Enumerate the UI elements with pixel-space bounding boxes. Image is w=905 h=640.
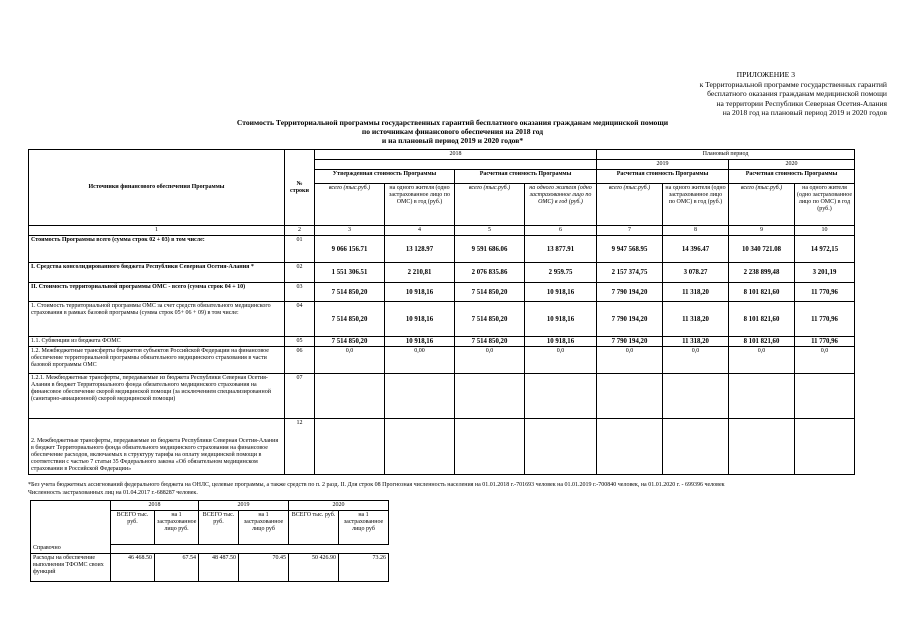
per-person-header: на одного жителя (одно застрахованное лицо по ОМС) в год (руб.): [525, 184, 597, 226]
total-header: всего (тыс.руб.): [455, 184, 525, 226]
value-cell: 0,0: [597, 347, 663, 374]
planned-period-header: Плановый период: [597, 150, 855, 160]
value-cell: 10 918,16: [525, 283, 597, 302]
ref-value: 67.54: [155, 553, 199, 581]
footnote-line: *Без учета бюджетных ассигнований федерального бюджета на ОНЛС, целевые программы, а также средств по п. 2 разд. II. Для строк 08 Прогнозная численность населения на 01.01.2018 г.-701693 человек на 01.01.2019 г.-700840 человек, на 01.01.2020 г. - 699396 человек: [28, 482, 725, 488]
value-cell: 7 514 850,20: [315, 283, 385, 302]
cost-table: [28, 149, 855, 475]
reference-table: [30, 500, 389, 582]
table-row: [29, 263, 855, 283]
row-number: 04: [285, 302, 315, 337]
ref-per-one-header: на 1 застрахованное лицо руб: [339, 511, 389, 545]
per-person-header: на одного жителя (одно застрахованное лицо по ОМС) в год (руб.): [795, 184, 855, 226]
row-label: 1.2.1. Межбюджетные трансферты, передаваемые из бюджета Республики Северная Осетия-Алания в бюджет Территориального фонда обязательного медицинского страхования на финансовое обеспечение скорой медицинской помощи (за исключением специализированной (санитарно-авиационной) скорой медицинской помощи): [29, 374, 285, 419]
value-cell: 2 076 835.86: [455, 263, 525, 283]
value-cell: 10 918,16: [385, 337, 455, 347]
row-number-header: № строки: [285, 150, 315, 226]
annex-line: бесплатного оказания гражданам медицинской помощи: [707, 89, 887, 99]
value-cell: 7 790 194,20: [597, 337, 663, 347]
ref-value: 50 426.90: [289, 553, 339, 581]
value-cell: 7 790 194,20: [597, 283, 663, 302]
value-cell: 10 918,16: [525, 302, 597, 337]
source-header: Источники финансового обеспечения Программы: [29, 150, 285, 226]
col-number: 3: [315, 226, 385, 236]
value-cell: 7 790 194,20: [597, 302, 663, 337]
ref-value: 48 487.50: [199, 553, 239, 581]
table-row: [29, 236, 855, 263]
approved-cost-header: Утвержденная стоимость Программы: [315, 170, 455, 184]
table-row: [29, 419, 855, 475]
table-row: [29, 302, 855, 337]
col-number: 5: [455, 226, 525, 236]
value-cell: 7 514 850,20: [315, 337, 385, 347]
row-number: 05: [285, 337, 315, 347]
value-cell: 2 238 899,48: [729, 263, 795, 283]
value-cell: 1 551 306.51: [315, 263, 385, 283]
col-number: 8: [663, 226, 729, 236]
value-cell: 14 396.47: [663, 236, 729, 263]
value-cell: 13 877.91: [525, 236, 597, 263]
col-number: 6: [525, 226, 597, 236]
row-label: 1.1. Субвенции из бюджета ФОМС: [29, 337, 285, 347]
value-cell: 0,0: [663, 347, 729, 374]
value-cell: 8 101 821,60: [729, 337, 795, 347]
value-cell: 2 157 374,75: [597, 263, 663, 283]
ref-total-header: ВСЕГО тыс. руб.: [111, 511, 155, 545]
value-cell: 0,0: [729, 347, 795, 374]
annex-header: [467, 70, 887, 118]
value-cell: 8 101 821,60: [729, 283, 795, 302]
value-cell: 10 918,16: [525, 337, 597, 347]
year-2018-header: 2018: [315, 150, 597, 160]
table-row: [29, 283, 855, 302]
ref-value: 46 468.50: [111, 553, 155, 581]
value-cell: 7 514 850,20: [455, 283, 525, 302]
total-header: всего (тыс.руб.): [315, 184, 385, 226]
row-number: 12: [285, 419, 315, 475]
col-number: 1: [29, 226, 285, 236]
annex-line: на территории Республики Северная Осетия-Алания: [716, 98, 887, 108]
row-label: 2. Межбюджетные трансферты, передаваемые из бюджета Республики Северная Осетия-Алания в бюджет Территориального фонда обязательного медицинского страхования на финансовое обеспечение расходов, включаемых в структуру тарифа на оплату медицинской помощи в соответствии с частью 7 статьи 35 Федерального закона «Об обязательном медицинском страховании в Российской Федерации»: [29, 419, 285, 475]
row-number: 07: [285, 374, 315, 419]
calc-cost-header: Расчетная стоимость Программы: [455, 170, 597, 184]
row-number: 06: [285, 347, 315, 374]
value-cell: 11 318,20: [663, 302, 729, 337]
value-cell: 9 947 568.95: [597, 236, 663, 263]
table-row: [31, 553, 389, 581]
row-label: II. Стоимость территориальной программы ОМС - всего (сумма строк 04 + 10): [29, 283, 285, 302]
footnote: [28, 482, 888, 497]
value-cell: 11 770,96: [795, 337, 855, 347]
row-number: 02: [285, 263, 315, 283]
value-cell: 7 514 850,20: [455, 337, 525, 347]
annex-line: на 2018 год на плановый период 2019 и 2020 годов: [722, 108, 887, 118]
document-title: [0, 118, 905, 145]
value-cell: 10 918,16: [385, 283, 455, 302]
value-cell: 10 918,16: [385, 302, 455, 337]
value-cell: 2 210,81: [385, 263, 455, 283]
row-label: Стоимость Программы всего (сумма строк 02 + 03) в том числе:: [29, 236, 285, 263]
value-cell: 3 078.27: [663, 263, 729, 283]
total-header: всего (тыс.руб.): [729, 184, 795, 226]
ref-year-2019: 2019: [199, 501, 289, 511]
ref-caption: Справочно: [31, 545, 111, 554]
value-cell: 11 318,20: [663, 337, 729, 347]
value-cell: 7 514 850,20: [315, 302, 385, 337]
value-cell: 13 128.97: [385, 236, 455, 263]
table-row: [29, 374, 855, 419]
row-label: 1. Стоимость территориальной программы ОМС за счет средств обязательного медицинского страхования в рамках базовой программы (сумма строк 05+ 06 + 09) в том числе:: [29, 302, 285, 337]
value-cell: 11 318,20: [663, 283, 729, 302]
annex-title: ПРИЛОЖЕНИЕ 3: [736, 70, 795, 79]
per-person-header: на одного жителя (одно застрахованное лицо по ОМС) в год (руб.): [663, 184, 729, 226]
col-number: 2: [285, 226, 315, 236]
value-cell: 11 770,96: [795, 302, 855, 337]
calc-cost-2019-header: Расчетная стоимость Программы: [597, 170, 729, 184]
annex-line: к Территориальной программе государственных гарантий: [699, 79, 887, 89]
per-person-header: на одного жителя (одно застрахованное лицо по ОМС) в год (руб.): [385, 184, 455, 226]
row-number: 03: [285, 283, 315, 302]
value-cell: 7 514 850,20: [455, 302, 525, 337]
year-2019-header: 2019: [597, 160, 729, 170]
value-cell: 0,0: [795, 347, 855, 374]
year-2020-header: 2020: [729, 160, 855, 170]
ref-per-one-header: на 1 застрахованное лицо руб: [239, 511, 289, 545]
ref-total-header: ВСЕГО тыс. руб.: [199, 511, 239, 545]
title-line: Стоимость Территориальной программы государственных гарантий бесплатного оказания гражданам медицинской помощи: [236, 118, 669, 127]
value-cell: 0,00: [385, 347, 455, 374]
table-row: [29, 337, 855, 347]
col-number: 4: [385, 226, 455, 236]
value-cell: 10 340 721.08: [729, 236, 795, 263]
ref-value: 73.26: [339, 553, 389, 581]
row-number: 01: [285, 236, 315, 263]
ref-total-header: ВСЕГО тыс. руб.: [289, 511, 339, 545]
ref-per-one-header: на 1 застрахованное лицо руб.: [155, 511, 199, 545]
col-number: 10: [795, 226, 855, 236]
value-cell: 8 101 821,60: [729, 302, 795, 337]
value-cell: 0,0: [525, 347, 597, 374]
value-cell: 0,0: [455, 347, 525, 374]
ref-value: 70.45: [239, 553, 289, 581]
ref-year-2020: 2020: [289, 501, 389, 511]
value-cell: 2 959.75: [525, 263, 597, 283]
value-cell: 14 972,15: [795, 236, 855, 263]
ref-year-2018: 2018: [111, 501, 199, 511]
footnote-line: Численность застрахованных лиц на 01.04.2017 г.-688287 человек.: [28, 489, 198, 496]
col-number: 7: [597, 226, 663, 236]
row-label: 1.2. Межбюджетные трансферты бюджетов субъектов Российской Федерации на финансовое обеспечение территориальной программы обязательного медицинского страхования в части базовой программы ОМС: [29, 347, 285, 374]
title-line: по источникам финансового обеспечения на 2018 год: [361, 127, 544, 136]
title-line: и на плановый период 2019 и 2020 годов*: [381, 136, 524, 145]
value-cell: 3 201,19: [795, 263, 855, 283]
calc-cost-2020-header: Расчетная стоимость Программы: [729, 170, 855, 184]
value-cell: 9 066 156.71: [315, 236, 385, 263]
total-header: всего (тыс.руб.): [597, 184, 663, 226]
value-cell: 0,0: [315, 347, 385, 374]
value-cell: 9 591 686.06: [455, 236, 525, 263]
value-cell: 11 770,96: [795, 283, 855, 302]
table-row: [29, 347, 855, 374]
col-number: 9: [729, 226, 795, 236]
ref-row-label: Расходы на обеспечение выполнения ТФОМС своих функций: [31, 553, 111, 581]
row-label: I. Средства консолидированного бюджета Республики Северная Осетия-Алания *: [29, 263, 285, 283]
